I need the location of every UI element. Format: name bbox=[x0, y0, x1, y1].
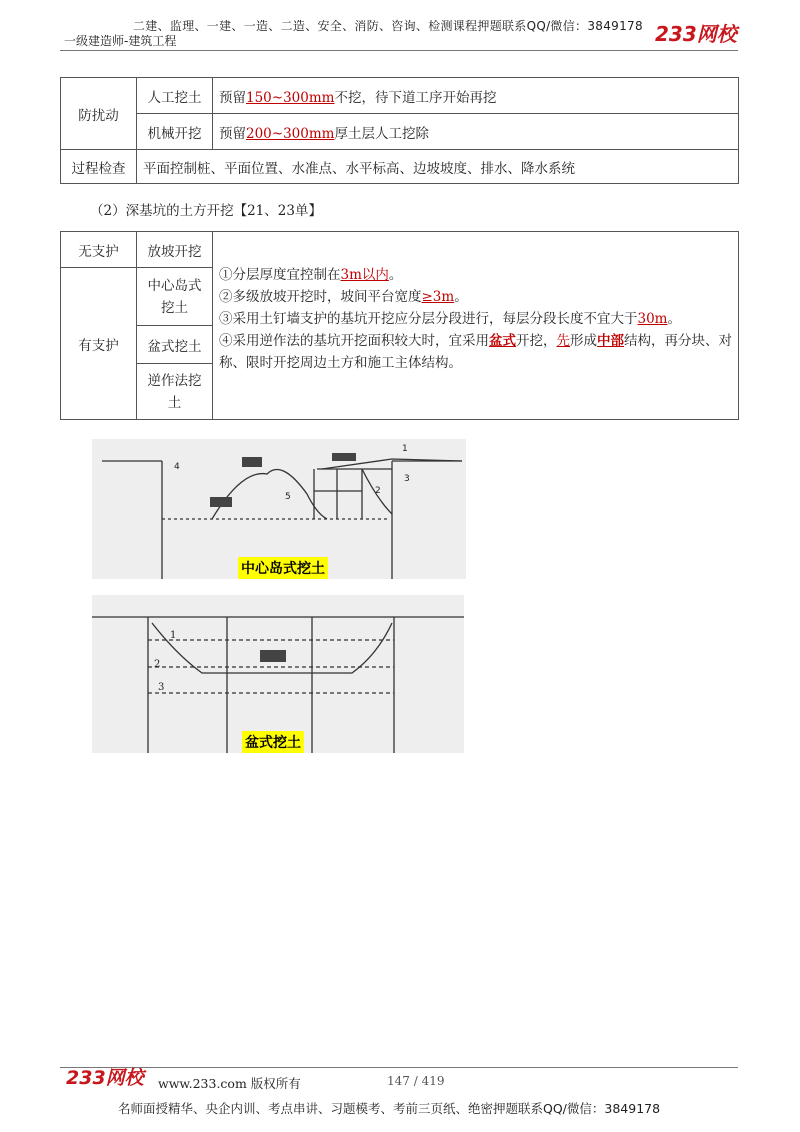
footer-divider bbox=[60, 1067, 738, 1068]
island-excavation-label: 中心岛式挖土 bbox=[137, 268, 213, 326]
rule-1: ①分层厚度宜控制在3m以内。 bbox=[219, 267, 403, 283]
section-subheading: （2）深基坑的土方开挖【21、23单】 bbox=[90, 203, 322, 219]
content-cell-machine: 预留200~300mm厚土层人工挖除 bbox=[213, 114, 739, 150]
island-callout-2: 2 bbox=[375, 486, 381, 496]
basin-callout-3: 3 bbox=[158, 682, 165, 693]
with-support-label: 有支护 bbox=[61, 268, 137, 420]
brand-logo: 233网校 bbox=[655, 22, 737, 46]
footer-site: www.233.com 版权所有 bbox=[158, 1076, 301, 1091]
basin-excavation-label: 盆式挖土 bbox=[137, 326, 213, 364]
slope-excavation-label: 放坡开挖 bbox=[137, 232, 213, 268]
content-cell-manual: 预留150~300mm不挖，待下道工序开始再挖 bbox=[213, 78, 739, 114]
header-divider bbox=[60, 50, 738, 51]
rule-4: ④采用逆作法的基坑开挖面积较大时，宜采用盆式开挖，先形成中部结构，再分块、对称、限时开挖周边土方和施工主体结构。 bbox=[219, 333, 732, 371]
island-callout-1: 1 bbox=[402, 444, 408, 454]
rule-3: ③采用土钉墙支护的基坑开挖应分层分段进行，每层分段长度不宜大于30m。 bbox=[219, 311, 681, 327]
header-contact-line: 二建、监理、一建、一造、二造、安全、消防、咨询、检测课程押题联系QQ/微信：3849178 bbox=[133, 19, 643, 33]
basin-callout-1: 1 bbox=[170, 630, 177, 641]
method-cell-manual: 人工挖土 bbox=[137, 78, 213, 114]
page-number: 147 / 419 bbox=[387, 1074, 445, 1088]
basin-excavation-figure bbox=[92, 595, 464, 753]
island-figure-caption: 中心岛式挖土 bbox=[238, 557, 328, 579]
excavation-rules-cell bbox=[213, 232, 739, 420]
rule-2: ②多级放坡开挖时，坡间平台宽度≥3m。 bbox=[219, 289, 468, 305]
footer-logo: 233网校 bbox=[66, 1067, 144, 1089]
group-cell-anti-disturbance: 防扰动 bbox=[61, 78, 137, 150]
header-subject: 一级建造师-建筑工程 bbox=[64, 34, 177, 48]
no-support-label: 无支护 bbox=[61, 232, 137, 268]
basin-excavation-diagram bbox=[92, 595, 464, 753]
deep-pit-table bbox=[60, 231, 739, 420]
basin-callout-2: 2 bbox=[154, 659, 161, 670]
disturbance-table bbox=[60, 77, 739, 184]
reverse-excavation-label: 逆作法挖土 bbox=[137, 364, 213, 420]
footer-contact-line: 名师面授精华、央企内训、考点串讲、习题模考、考前三页纸、绝密押题联系QQ/微信：3849178 bbox=[118, 1101, 661, 1116]
basin-figure-caption: 盆式挖土 bbox=[242, 731, 304, 753]
island-callout-5: 5 bbox=[285, 492, 291, 502]
island-excavation-figure bbox=[92, 439, 466, 579]
process-check-content: 平面控制桩、平面位置、水准点、水平标高、边坡坡度、排水、降水系统 bbox=[137, 150, 739, 184]
island-callout-3: 3 bbox=[404, 474, 410, 484]
process-check-label: 过程检查 bbox=[61, 150, 137, 184]
island-callout-4: 4 bbox=[174, 462, 180, 472]
method-cell-machine: 机械开挖 bbox=[137, 114, 213, 150]
